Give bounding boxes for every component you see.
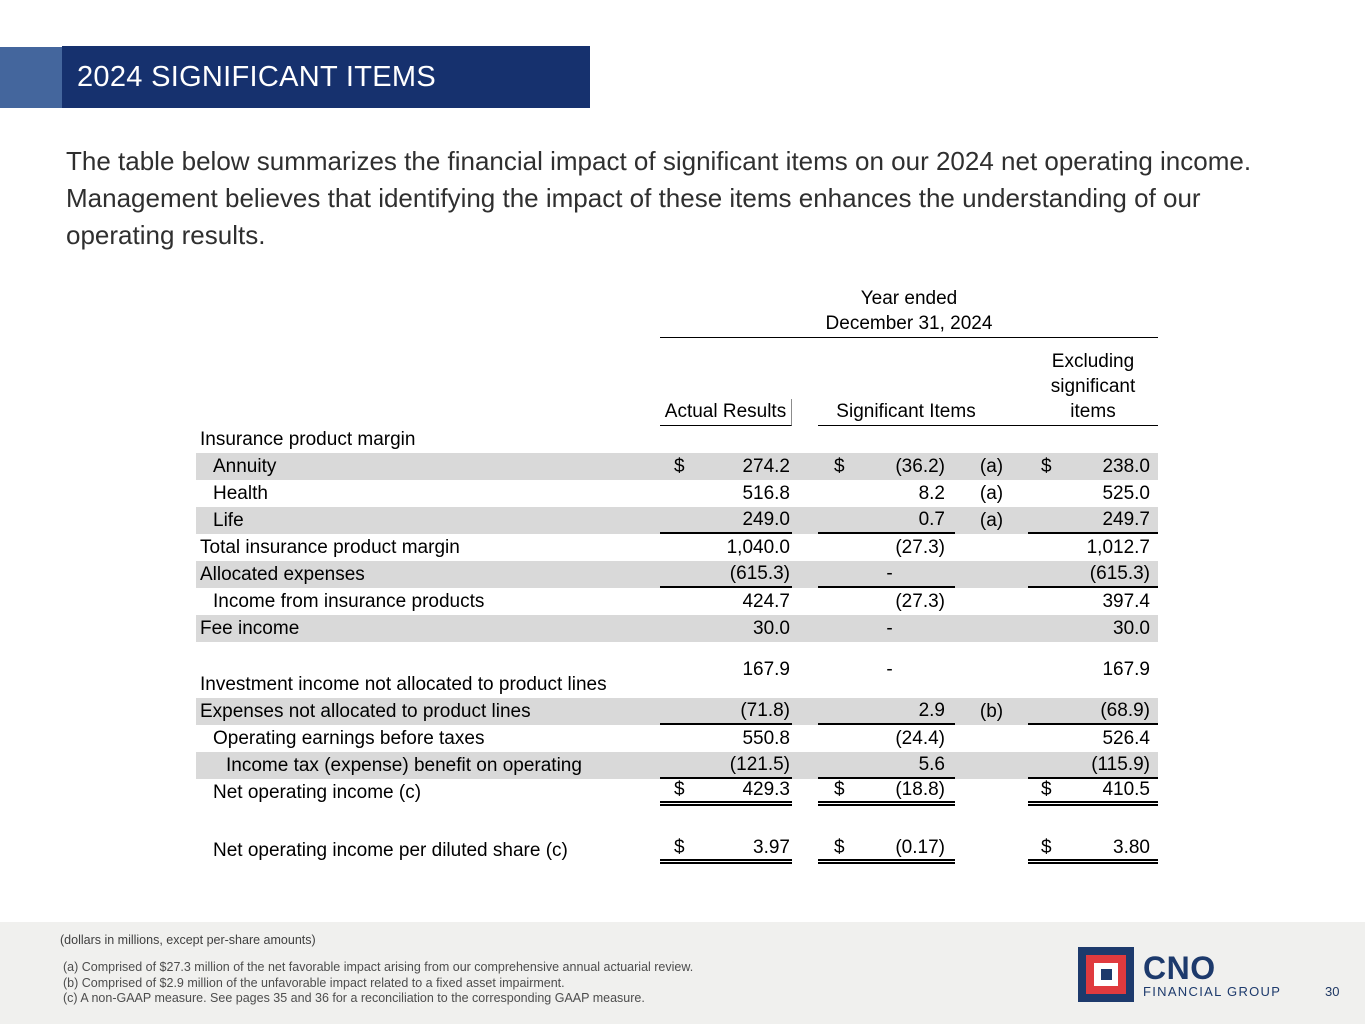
value-cell: 8.2 — [918, 482, 945, 504]
value-group — [1028, 480, 1158, 507]
value-group — [818, 507, 955, 534]
value-group — [1028, 588, 1158, 615]
table-row — [196, 453, 1158, 480]
logo-center-square — [1101, 969, 1112, 980]
value-group — [1028, 837, 1158, 864]
value-cell: (68.9) — [1100, 699, 1150, 721]
period-header-row — [196, 286, 1158, 338]
value-group — [818, 837, 955, 864]
value-group — [818, 642, 955, 698]
footnote-marker — [955, 561, 1028, 588]
value-group — [660, 837, 792, 864]
footnote-marker — [955, 615, 1028, 642]
value-group — [660, 426, 792, 453]
page-title: 2024 SIGNIFICANT ITEMS — [77, 60, 436, 93]
table-row — [196, 725, 1158, 752]
logo-name: CNO — [1143, 950, 1216, 986]
logo-mark-icon — [1078, 947, 1134, 1002]
financial-table — [196, 286, 1158, 864]
row-label: Net operating income per diluted share (c) — [213, 839, 568, 861]
row-label: Insurance product margin — [200, 428, 416, 450]
footnote-marker — [955, 837, 1028, 864]
col-header-significant-items: Significant Items — [818, 399, 1028, 426]
table-row — [196, 588, 1158, 615]
footnote-marker — [955, 725, 1028, 752]
value-cell: (115.9) — [1091, 753, 1150, 775]
value-cell: 167.9 — [1102, 659, 1150, 680]
column-gap — [792, 698, 818, 725]
table-row — [196, 642, 1158, 698]
row-label: Income from insurance products — [213, 590, 485, 612]
table-row — [196, 534, 1158, 561]
table-row — [196, 837, 1158, 864]
currency-symbol: $ — [1041, 779, 1052, 800]
value-group — [1028, 426, 1158, 453]
row-label: Life — [196, 507, 660, 534]
table-row — [196, 507, 1158, 534]
value-cell: 5.6 — [918, 753, 945, 775]
value-cell: (27.3) — [895, 590, 945, 612]
value-group — [818, 534, 955, 561]
value-cell: 30.0 — [1113, 617, 1150, 639]
period-line-2: December 31, 2024 — [825, 313, 993, 334]
value-cell: 410.5 — [1102, 779, 1150, 800]
footnote-marker: (a) — [979, 482, 1004, 504]
value-group — [818, 752, 955, 779]
row-label: Health — [213, 482, 268, 504]
value-group — [660, 453, 792, 480]
table-row — [196, 615, 1158, 642]
row-label: Operating earnings before taxes — [213, 727, 485, 749]
value-cell: 525.0 — [1102, 482, 1150, 504]
currency-symbol: $ — [674, 779, 685, 800]
value-cell: 397.4 — [1102, 590, 1150, 612]
logo-subtitle: FINANCIAL GROUP — [1143, 984, 1282, 999]
currency-symbol: $ — [674, 837, 685, 858]
value-cell: 249.0 — [742, 508, 790, 530]
footnote-marker: (a) — [955, 507, 1028, 534]
value-group — [660, 642, 792, 698]
intro-paragraph: The table below summarizes the financial impact of significant items on our 2024 net operating income. Management believes that identifying the impact of these items enhances the understanding of our operating results. — [66, 146, 1252, 250]
logo-white-square — [1094, 963, 1118, 986]
value-group — [660, 752, 792, 779]
value-group — [1028, 615, 1158, 642]
currency-symbol: $ — [834, 455, 845, 477]
value-cell: 550.8 — [742, 727, 790, 749]
value-group — [818, 725, 955, 752]
footnotes — [63, 960, 693, 1007]
value-cell: - — [886, 617, 893, 639]
row-label: Expenses not allocated to product lines — [196, 698, 660, 725]
col-header-actual-results: Actual Results — [660, 399, 792, 426]
value-group — [818, 426, 955, 453]
footnote-c: (c) A non-GAAP measure. See pages 35 and 36 for a reconciliation to the corresponding GAAP measure. — [63, 991, 645, 1005]
column-gap — [792, 453, 818, 480]
value-group — [818, 480, 955, 507]
cno-logo — [1078, 947, 1281, 1002]
footnote-b: (b) Comprised of $2.9 million of the unfavorable impact related to a fixed asset impairment. — [63, 975, 565, 990]
row-label: Annuity — [196, 453, 660, 480]
footnote-marker: (a) — [955, 453, 1028, 480]
footnote-marker — [955, 426, 1028, 453]
column-gap — [792, 480, 818, 507]
currency-symbol: $ — [1041, 455, 1052, 477]
footnote-marker — [955, 534, 1028, 561]
row-label: Income tax (expense) benefit on operating — [196, 752, 660, 779]
value-cell: (36.2) — [895, 455, 945, 477]
column-gap — [792, 588, 818, 615]
footnote-marker — [955, 642, 1028, 698]
value-cell: 429.3 — [742, 779, 790, 800]
footnote-marker — [955, 752, 1028, 779]
column-gap — [792, 561, 818, 588]
value-cell: (121.5) — [729, 753, 790, 775]
value-group — [1028, 752, 1158, 779]
column-gap — [792, 642, 818, 698]
value-cell: (27.3) — [895, 536, 945, 558]
value-group — [818, 588, 955, 615]
column-gap — [792, 779, 818, 806]
value-cell: 516.8 — [742, 482, 790, 504]
value-group — [818, 779, 955, 806]
value-group — [1028, 725, 1158, 752]
value-group — [660, 698, 792, 725]
value-cell: (24.4) — [895, 727, 945, 749]
value-group — [660, 534, 792, 561]
table-row — [196, 698, 1158, 725]
value-cell: 526.4 — [1102, 727, 1150, 749]
value-group — [1028, 779, 1158, 806]
footnote-a: (a) Comprised of $27.3 million of the net favorable impact arising from our comprehensive annual actuarial review. — [63, 960, 694, 974]
value-cell: (615.3) — [1089, 562, 1150, 584]
value-cell: 424.7 — [742, 590, 790, 612]
logo-red-square — [1086, 955, 1126, 994]
value-group — [660, 561, 792, 588]
footnote-marker — [955, 779, 1028, 806]
value-group — [1028, 507, 1158, 534]
footnote-marker: (b) — [955, 698, 1028, 725]
currency-symbol: $ — [674, 455, 685, 477]
value-cell: 274.2 — [742, 455, 790, 477]
value-cell: 0.7 — [918, 508, 945, 530]
row-label: Allocated expenses — [196, 561, 660, 588]
slide-title-bar — [62, 46, 590, 108]
value-cell: 3.80 — [1113, 837, 1150, 858]
column-header-row — [196, 338, 1158, 426]
column-gap — [792, 615, 818, 642]
value-group — [1028, 534, 1158, 561]
table-row — [196, 480, 1158, 507]
value-group — [660, 480, 792, 507]
row-label: Fee income — [196, 615, 660, 642]
column-gap — [792, 426, 818, 453]
value-group — [818, 561, 955, 588]
value-group — [818, 698, 955, 725]
period-header — [660, 286, 1158, 338]
value-cell: (71.8) — [740, 699, 790, 721]
table-row — [196, 752, 1158, 779]
currency-symbol: $ — [834, 837, 845, 858]
column-gap — [792, 752, 818, 779]
value-group — [1028, 698, 1158, 725]
value-group — [818, 453, 955, 480]
row-label: Total insurance product margin — [200, 536, 460, 558]
value-cell: (0.17) — [895, 837, 945, 858]
value-group — [660, 725, 792, 752]
table-spacer — [196, 806, 1158, 837]
value-cell: 249.7 — [1102, 508, 1150, 530]
row-label: Net operating income (c) — [213, 781, 422, 803]
column-gap — [792, 725, 818, 752]
table-row — [196, 426, 1158, 453]
table-rows — [196, 426, 1158, 864]
value-cell: (18.8) — [895, 779, 945, 800]
period-line-1: Year ended — [860, 288, 958, 309]
value-group — [660, 588, 792, 615]
page-number: 30 — [1325, 984, 1340, 999]
currency-symbol: $ — [834, 779, 845, 800]
value-cell: 167.9 — [742, 659, 790, 680]
value-group — [1028, 561, 1158, 588]
value-group — [660, 615, 792, 642]
table-row — [196, 561, 1158, 588]
currency-symbol: $ — [1041, 837, 1052, 858]
value-group — [660, 507, 792, 534]
value-group — [1028, 453, 1158, 480]
value-group — [818, 615, 955, 642]
value-cell: 1,012.7 — [1086, 536, 1150, 558]
value-cell: - — [886, 562, 893, 584]
table-row — [196, 779, 1158, 806]
value-cell: - — [886, 659, 893, 680]
logo-text — [1143, 950, 1282, 1002]
value-cell: 238.0 — [1102, 455, 1150, 477]
value-cell: 3.97 — [753, 837, 790, 858]
column-gap — [792, 534, 818, 561]
column-gap — [792, 837, 818, 864]
row-label: Investment income not allocated to product lines — [200, 674, 607, 695]
value-cell: (615.3) — [729, 562, 790, 584]
footer-band — [0, 922, 1365, 1024]
value-cell: 30.0 — [753, 617, 790, 639]
value-group — [660, 779, 792, 806]
value-group — [1028, 642, 1158, 698]
col-header-excluding-items: Excluding significant items — [1028, 349, 1158, 426]
header-accent-block — [0, 47, 62, 108]
value-cell: 2.9 — [918, 699, 945, 721]
footnote-marker — [955, 588, 1028, 615]
column-gap — [792, 507, 818, 534]
units-note: (dollars in millions, except per-share amounts) — [60, 933, 316, 947]
value-cell: 1,040.0 — [726, 536, 790, 558]
